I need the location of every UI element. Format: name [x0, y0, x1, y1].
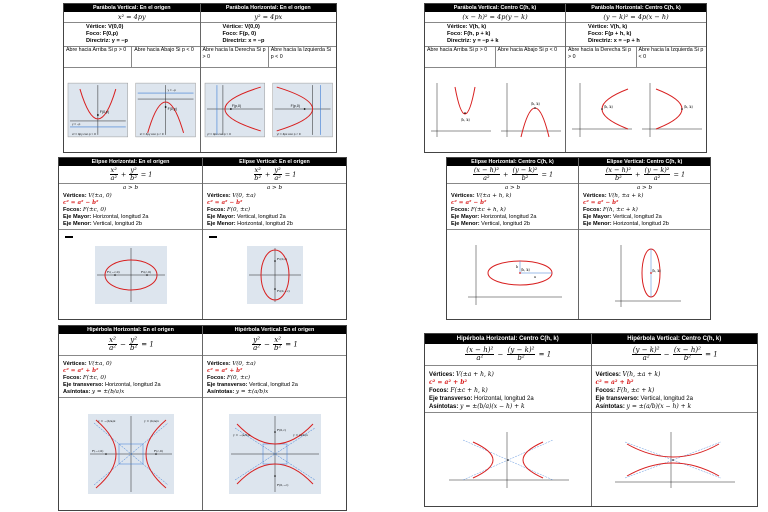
case-right: Abre hacia la Derecha Si p > 0	[201, 47, 269, 67]
hyperbola-origin-card	[58, 325, 347, 511]
focus-label: F₁(0,c)	[276, 256, 287, 261]
vertices-value: V(±a + h, k)	[456, 371, 494, 378]
minor-axis-label: Eje Menor:	[583, 221, 612, 227]
properties	[579, 192, 710, 229]
eq-den: b²	[521, 174, 529, 182]
section-title: Parábola Vertical: Centro C(h, k)	[425, 4, 565, 12]
c-relation: c² = a² − b²	[207, 200, 243, 206]
minor-axis-label: Eje Menor:	[207, 221, 236, 227]
caption: x² = 4py con p < 0	[139, 131, 164, 136]
case-up: Abre hacia Arriba Si p > 0	[64, 47, 132, 67]
ellipse-vertical-center-figure	[579, 229, 710, 319]
b-label: b	[515, 264, 518, 269]
transverse-axis-value: Vertical, longitud 2a	[248, 382, 298, 388]
parabola-horizontal-diagram	[201, 79, 337, 141]
eq-num: x²	[109, 336, 116, 344]
cases-row	[64, 46, 200, 68]
directrix-label: y = −p	[71, 121, 81, 126]
vertex-label: (h, k)	[461, 118, 470, 122]
eq-den: b²	[683, 354, 692, 362]
hyperbola-vertical-center-figure	[592, 412, 758, 506]
equation: $\frac{\text{(x − h)²}}{\text{a²}}$ + $\frac{\text{(y − k)²}}{\text{b²}}$ = 1	[447, 166, 578, 184]
case-down: Abre hacia Abajo Si p < 0	[134, 47, 194, 53]
minor-axis-value: Vertical, longitud 2b	[481, 221, 530, 227]
vertex-label: (h, k)	[684, 105, 693, 109]
ellipse-horizontal-diagram	[93, 244, 169, 306]
equation: $\frac{\text{(x − h)²}}{\text{b²}}$ + $\frac{\text{(y − k)²}}{\text{a²}}$ = 1	[579, 166, 710, 184]
eq-rhs: = 1	[673, 170, 686, 179]
eq-num: y²	[253, 336, 260, 344]
equation: $\frac{\text{(y − k)²}}{\text{a²}}$ − $\frac{\text{(x − h)²}}{\text{b²}}$ = 1	[592, 344, 758, 366]
foci-label: Focos:	[207, 207, 226, 213]
eq-den: a²	[274, 174, 281, 182]
vertices-value: V(±a, 0)	[88, 361, 112, 367]
a-label: a	[533, 274, 536, 279]
foci-label: Focos:	[595, 388, 616, 394]
foci-label: Focos:	[63, 375, 82, 381]
case-down: Abre hacia Abajo Si p < 0	[497, 47, 558, 53]
eq-rhs: = 1	[285, 340, 298, 349]
vertex-text: Vértice: V(0,0)	[222, 24, 260, 30]
focus-text: Foco: F(h, p + k)	[447, 31, 491, 37]
minor-axis-value: Vertical, longitud 2b	[93, 221, 142, 227]
focus-label: F(0,c)	[276, 428, 286, 432]
asymptotes-label: Asíntotas:	[595, 404, 625, 410]
eq-den: a²	[653, 174, 661, 182]
equation: (y − k)² = 4p(x − h)	[566, 12, 706, 23]
properties	[425, 23, 565, 46]
eq-den: b²	[517, 354, 525, 362]
eq-den: a²	[483, 174, 490, 182]
asymptote-label: y = −(a/b)x	[232, 433, 250, 437]
properties	[447, 192, 578, 229]
equation: $\frac{\text{x²}}{\text{a²}}$ − $\frac{\text{y²}}{\text{b²}}$ = 1	[59, 334, 202, 356]
transverse-axis-label: Eje transverso:	[429, 396, 473, 402]
ellipse-horizontal-origin	[59, 158, 203, 319]
ellipse-vertical-origin	[203, 158, 346, 319]
asymptote-label: y = (a/b)x	[292, 433, 308, 437]
eq-num: (y − k)²	[632, 346, 660, 354]
properties	[203, 356, 346, 397]
hyperbola-vertical-center	[592, 334, 758, 506]
transverse-axis-label: Eje transverso:	[595, 396, 639, 402]
case-right: Abre hacia la Derecha Si p > 0	[566, 47, 637, 67]
parabola-vertical-center	[425, 4, 566, 152]
hyperbola-vertical-diagram	[227, 412, 323, 496]
hyperbola-horizontal-center	[425, 334, 592, 506]
minor-axis-value: Horizontal, longitud 2b	[237, 221, 293, 227]
ellipse-vertical-center-diagram	[605, 241, 685, 309]
hyperbola-vertical-origin	[203, 326, 346, 510]
vertices-label: Vértices:	[63, 193, 87, 199]
asymptotes-label: Asíntotas:	[207, 389, 235, 395]
case-left: Abre hacia la Izquierda Si p < 0	[638, 47, 704, 60]
dash-marker	[209, 236, 217, 238]
parabola-horizontal-center	[566, 4, 706, 152]
focus-label: F₁(−c,0)	[106, 269, 120, 274]
parabola-horizontal-center-figures	[566, 68, 706, 152]
eq-num: (x − h)²	[473, 166, 499, 174]
foci-value: F(h, ±c + k)	[602, 207, 638, 213]
major-axis-label: Eje Mayor:	[583, 214, 612, 220]
transverse-axis-label: Eje transverso:	[207, 382, 248, 388]
asymptote-label: y = −(b/a)x	[97, 419, 115, 423]
section-title: Elipse Vertical: En el origen	[203, 158, 346, 166]
major-axis-label: Eje Mayor:	[207, 214, 236, 220]
directrix-text: Directriz: x = −p + h	[588, 38, 640, 44]
eq-num: x²	[110, 166, 117, 174]
vertices-value: V(h, ±a + k)	[622, 371, 661, 378]
cases-row	[201, 46, 337, 68]
directrix-label: y = −p	[167, 88, 176, 93]
eq-den: b²	[254, 174, 262, 182]
eq-num: (y − k)²	[507, 346, 535, 354]
eq-rhs: = 1	[538, 350, 552, 359]
eq-den: a²	[476, 354, 484, 362]
equation: $\frac{\text{y²}}{\text{a²}}$ − $\frac{\text{x²}}{\text{b²}}$ = 1	[203, 334, 346, 356]
hyperbola-vertical-figure	[203, 397, 346, 510]
foci-value: F(±c + h, k)	[470, 207, 506, 213]
foci-value: F(0, ±c)	[226, 375, 251, 381]
focus-label: F(c,0)	[153, 449, 163, 453]
parabola-vertical-center-diagram	[425, 79, 565, 141]
directrix-text: Directriz: y = −p	[86, 38, 128, 44]
ellipse-vertical-figure	[203, 229, 346, 319]
parabola-vertical-figures	[64, 68, 200, 152]
directrix-text: Directriz: x = −p	[222, 38, 265, 44]
foci-value: F(±c, 0)	[82, 207, 107, 213]
equation: $\frac{\text{x²}}{\text{b²}}$ + $\frac{\text{y²}}{\text{a²}}$ = 1	[203, 166, 346, 184]
major-axis-value: Horizontal, longitud 2a	[92, 214, 149, 220]
section-title: Parábola Vertical: En el origen	[64, 4, 200, 12]
transverse-axis-value: Horizontal, longitud 2a	[474, 396, 534, 402]
eq-num: (x − h)²	[673, 346, 701, 354]
vertices-label: Vértices:	[595, 372, 621, 378]
minor-axis-value: Horizontal, longitud 2b	[613, 221, 669, 227]
equation: (x − h)² = 4p(y − k)	[425, 12, 565, 23]
properties	[64, 23, 200, 46]
properties	[566, 23, 706, 46]
section-title: Hipérbola Horizontal: En el origen	[59, 326, 202, 334]
parabola-vertical-center-figures	[425, 68, 565, 152]
caption: x² = 4py con p > 0	[71, 131, 96, 136]
section-title: Parábola Horizontal: Centro C(h, k)	[566, 4, 706, 12]
eq-num: y²	[130, 166, 137, 174]
vertices-label: Vértices:	[63, 361, 87, 367]
asymptotes-value: y = ±(a/b)(x − h) + k	[626, 403, 692, 410]
vertices-label: Vértices:	[207, 193, 231, 199]
foci-label: Focos:	[583, 207, 602, 213]
vertices-label: Vértices:	[429, 372, 455, 378]
eq-num: x²	[274, 336, 282, 344]
focus-label: F₂(c,0)	[140, 269, 151, 274]
focus-label: F(0,p)	[167, 107, 177, 111]
cases-row	[425, 46, 565, 68]
major-axis-value: Horizontal, longitud 2a	[480, 214, 537, 220]
minor-axis-label: Eje Menor:	[63, 221, 92, 227]
c-relation: c² = a² + b²	[595, 379, 634, 386]
hyperbola-horizontal-center-figure	[425, 412, 591, 506]
case-up: Abre hacia Arriba Si p > 0	[425, 47, 496, 67]
asymptotes-value: y = ±(b/a)x	[91, 389, 125, 395]
eq-den: a²	[110, 174, 117, 182]
minor-axis-label: Eje Menor:	[451, 221, 480, 227]
focus-label: F(p,0)	[231, 104, 241, 109]
foci-label: Focos:	[451, 207, 470, 213]
eq-den: b²	[615, 174, 622, 182]
focus-label: F(p,0)	[290, 104, 300, 109]
vertices-value: V(0, ±a)	[232, 361, 256, 367]
parabola-horizontal-figures	[201, 68, 337, 152]
section-title: Hipérbola Vertical: En el origen	[203, 326, 346, 334]
parabola-vertical-origin	[64, 4, 201, 152]
c-relation: c² = a² − b²	[451, 200, 487, 206]
vertex-label: (h, k)	[604, 105, 613, 109]
focus-label: F(−c,0)	[91, 449, 103, 453]
vertices-value: V(±a + h, k)	[476, 193, 512, 199]
major-axis-value: Vertical, longitud 2a	[612, 214, 662, 220]
asymptote-label: y = (b/a)x	[143, 419, 159, 423]
parabola-horizontal-center-diagram	[566, 79, 706, 141]
eq-rhs: = 1	[141, 340, 154, 349]
section-title: Elipse Horizontal: Centro C(h, k)	[447, 158, 578, 166]
asymptotes-label: Asíntotas:	[429, 404, 459, 410]
focus-text: Foco: F(p + h, k)	[588, 31, 632, 37]
eq-den: a²	[253, 344, 261, 352]
vertices-value: V(h, ±a + k)	[608, 193, 644, 199]
hyperbola-horizontal-figure	[59, 397, 202, 510]
eq-num: (x − h)²	[466, 346, 494, 354]
foci-label: Focos:	[207, 375, 226, 381]
section-title: Hipérbola Horizontal: Centro C(h, k)	[425, 334, 591, 344]
vertex-text: Vértice: V(h, k)	[447, 24, 487, 30]
eq-num: y²	[130, 336, 138, 344]
focus-label: F(0,−c)	[276, 483, 288, 487]
transverse-axis-value: Horizontal, longitud 2a	[104, 382, 161, 388]
eq-rhs: = 1	[284, 170, 297, 179]
ellipse-horizontal-center-diagram	[458, 241, 568, 309]
caption: y² = 4px con p < 0	[276, 131, 300, 136]
eq-num: y²	[274, 166, 281, 174]
eq-den: b²	[274, 344, 282, 352]
properties	[201, 23, 337, 46]
eq-rhs: = 1	[140, 170, 153, 179]
properties	[59, 192, 202, 229]
foci-value: F(0, ±c)	[226, 207, 251, 213]
condition: a > b	[636, 185, 653, 191]
properties	[425, 366, 591, 412]
eq-den: b²	[130, 344, 138, 352]
eq-rhs: = 1	[705, 350, 718, 359]
ellipse-horizontal-figure	[59, 229, 202, 319]
major-axis-value: Vertical, longitud 2a	[236, 214, 286, 220]
vertices-label: Vértices:	[207, 361, 231, 367]
eq-den: a²	[109, 344, 117, 352]
section-title: Elipse Vertical: Centro C(h, k)	[579, 158, 710, 166]
ellipse-horizontal-center-figure	[447, 229, 578, 319]
ellipse-vertical-center	[579, 158, 710, 319]
foci-value: F(±c, 0)	[82, 375, 107, 381]
equation: x² = 4py	[64, 12, 200, 23]
eq-rhs: = 1	[541, 170, 554, 179]
hyperbola-horizontal-center-diagram	[443, 430, 573, 490]
properties	[592, 366, 758, 412]
section-title: Parábola Horizontal: En el origen	[201, 4, 337, 12]
directrix-text: Directriz: y = −p + k	[447, 38, 499, 44]
vertices-label: Vértices:	[583, 193, 607, 199]
ellipse-horizontal-center	[447, 158, 579, 319]
c-relation: c² = a² + b²	[429, 379, 468, 386]
dash-marker	[65, 236, 73, 238]
condition: a > b	[504, 185, 521, 191]
ellipse-vertical-diagram	[245, 244, 305, 306]
eq-den: a²	[642, 354, 650, 362]
transverse-axis-label: Eje transverso:	[63, 382, 104, 388]
parabola-origin-card	[63, 3, 337, 153]
eq-num: (y − k)²	[512, 166, 538, 174]
equation: $\frac{\text{(x − h)²}}{\text{a²}}$ − $\frac{\text{(y − k)²}}{\text{b²}}$ = 1	[425, 344, 591, 366]
section-title: Hipérbola Vertical: Centro C(h, k)	[592, 334, 758, 344]
c-relation: c² = a² − b²	[583, 200, 619, 206]
vertex-text: Vértice: V(0,0)	[86, 24, 124, 30]
parabola-center-card	[424, 3, 707, 153]
equation: $\frac{\text{x²}}{\text{a²}}$ + $\frac{\text{y²}}{\text{b²}}$ = 1	[59, 166, 202, 184]
condition: a > b	[122, 185, 139, 191]
foci-label: Focos:	[63, 207, 82, 213]
focus-label: F(0,p)	[99, 109, 110, 114]
hyperbola-vertical-center-diagram	[609, 430, 739, 490]
section-title: Elipse Horizontal: En el origen	[59, 158, 202, 166]
asymptotes-value: y = ±(b/a)(x − h) + k	[460, 403, 525, 410]
vertices-label: Vértices:	[451, 193, 475, 199]
vertex-text: Vértice: V(h, k)	[588, 24, 628, 30]
ellipse-center-card	[446, 157, 711, 320]
center-label: (h, k)	[651, 268, 661, 273]
focus-label: F₂(0,−c)	[276, 288, 290, 293]
c-relation: c² = a² − b²	[63, 200, 99, 206]
major-axis-label: Eje Mayor:	[63, 214, 92, 220]
c-relation: c² = a² + b²	[207, 368, 243, 374]
vertices-value: V(0, ±a)	[232, 193, 256, 199]
properties	[203, 192, 346, 229]
major-axis-label: Eje Mayor:	[451, 214, 480, 220]
foci-label: Focos:	[429, 388, 449, 394]
vertices-value: V(±a, 0)	[88, 193, 112, 199]
transverse-axis-value: Vertical, longitud 2a	[640, 396, 693, 402]
hyperbola-center-card	[424, 333, 758, 507]
eq-num: (y − k)²	[644, 166, 670, 174]
case-left: Abre hacia la Izquierda Si p < 0	[270, 47, 332, 60]
ellipse-origin-card	[58, 157, 347, 320]
focus-text: Foco: F(p, 0)	[222, 31, 257, 37]
properties	[59, 356, 202, 397]
condition: a > b	[266, 185, 283, 191]
eq-den: b²	[130, 174, 137, 182]
asymptotes-value: y = ±(a/b)x	[235, 389, 269, 395]
foci-value: F(h, ±c + k)	[616, 387, 655, 394]
c-relation: c² = a² + b²	[63, 368, 99, 374]
parabola-horizontal-origin	[201, 4, 337, 152]
hyperbola-horizontal-origin	[59, 326, 203, 510]
cases-row	[566, 46, 706, 68]
parabola-vertical-diagram	[64, 79, 200, 141]
caption: y² = 4px con p > 0	[206, 131, 231, 136]
foci-value: F(±c + h, k)	[450, 387, 488, 394]
hyperbola-horizontal-diagram	[86, 412, 176, 496]
focus-text: Foco: F(0,p)	[86, 31, 119, 37]
center-label: (h, k)	[520, 267, 530, 272]
asymptotes-label: Asíntotas:	[63, 389, 91, 395]
eq-num: (x − h)²	[605, 166, 631, 174]
equation: y² = 4px	[201, 12, 337, 23]
eq-num: x²	[254, 166, 261, 174]
vertex-label: (h, k)	[531, 102, 540, 106]
